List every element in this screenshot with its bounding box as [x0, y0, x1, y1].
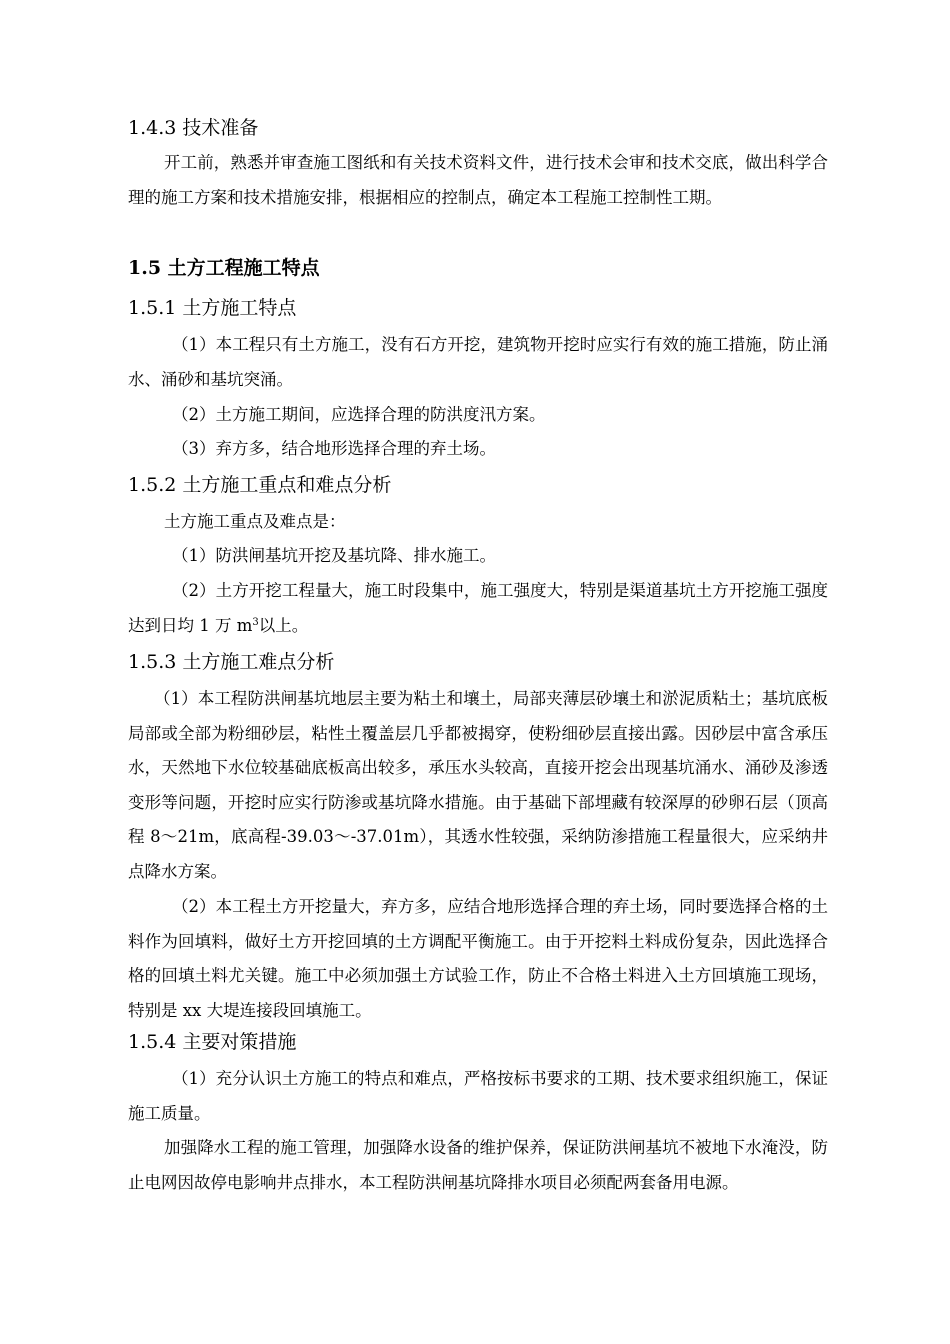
paragraph-1-5-4-item1: （1）充分认识土方施工的特点和难点，严格按标书要求的工期、技术要求组织施工，保证施工质量。 — [128, 1069, 828, 1123]
paragraph-1-5-1-item3: （3）弃方多，结合地形选择合理的弃土场。 — [172, 439, 496, 458]
paragraph-1-5-1-item1: （1）本工程只有土方施工，没有石方开挖，建筑物开挖时应实行有效的施工措施，防止涌水、涌砂和基坑突涌。 — [128, 335, 828, 389]
paragraph-1-5-2-item2-main: （2）土方开挖工程量大，施工时段集中，施工强度大，特别是渠道基坑土方开挖施工强度达到日均 1 万 m — [128, 581, 828, 635]
heading-1-5-4: 1.5.4 主要对策措施 — [128, 1031, 297, 1053]
paragraph-1-5-4-item2: 加强降水工程的施工管理，加强降水设备的维护保养，保证防洪闸基坑不被地下水淹没，防止电网因故停电影响井点排水，本工程防洪闸基坑降排水项目必须配两套备用电源。 — [128, 1138, 828, 1192]
heading-1-4-3: 1.4.3 技术准备 — [128, 117, 259, 139]
paragraph-1-5-2-intro: 土方施工重点及难点是： — [164, 512, 346, 531]
heading-1-5-2: 1.5.2 土方施工重点和难点分析 — [128, 474, 392, 496]
paragraph-1-5-2-item1: （1）防洪闸基坑开挖及基坑降、排水施工。 — [172, 546, 496, 565]
heading-1-5-1: 1.5.1 土方施工特点 — [128, 297, 297, 319]
paragraph-1-5-2-item2-tail: 以上。 — [258, 615, 309, 635]
paragraph-1-5-1-item2: （2）土方施工期间，应选择合理的防洪度汛方案。 — [172, 405, 546, 424]
paragraph-1-5-2-item2 — [128, 574, 828, 643]
heading-1-5-3: 1.5.3 土方施工难点分析 — [128, 651, 335, 673]
paragraph-1-4-3: 开工前，熟悉并审查施工图纸和有关技术资料文件，进行技术会审和技术交底，做出科学合理的施工方案和技术措施安排，根据相应的控制点，确定本工程施工控制性工期。 — [128, 153, 828, 207]
superscript-3: 3 — [252, 616, 259, 628]
paragraph-1-5-3-item2: （2）本工程土方开挖量大，弃方多，应结合地形选择合理的弃土场，同时要选择合格的土料作为回填料，做好土方开挖回填的土方调配平衡施工。由于开挖料土料成份复杂，因此选择合格的回填土料尤关键。施工中必须加强土方试验工作，防止不合格土料进入土方回填施工现场，特别是 xx 大堤连接段回填施工。 — [128, 897, 828, 1020]
heading-1-5: 1.5 土方工程施工特点 — [128, 257, 320, 279]
paragraph-1-5-3-item1: （1）本工程防洪闸基坑地层主要为粘土和壤土，局部夹薄层砂壤土和淤泥质粘土；基坑底板局部或全部为粉细砂层，粘性土覆盖层几乎都被揭穿，使粉细砂层直接出露。因砂层中富含承压水，天然地下水位较基础底板高出较多，承压水头较高，直接开挖会出现基坑涌水、涌砂及渗透变形等问题，开挖时应实行防渗或基坑降水措施。由于基础下部埋藏有较深厚的砂卵石层（顶高程 8～21m，底高程-39.03～-37.01m），其透水性较强，采纳防渗措施工程量很大，应采纳井点降水方案。 — [128, 689, 828, 881]
